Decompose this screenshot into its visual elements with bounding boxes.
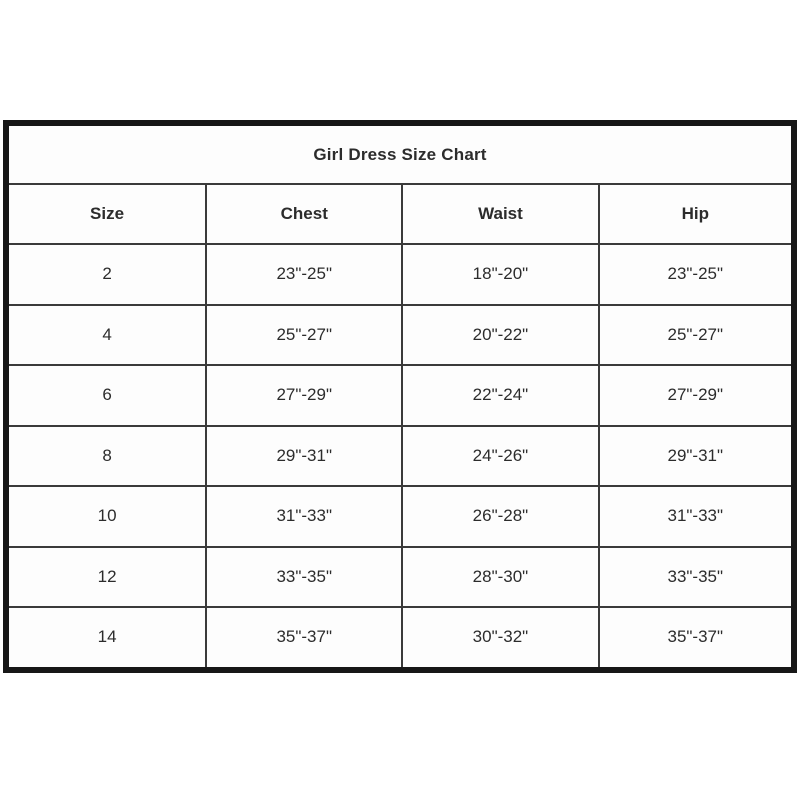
column-header-chest: Chest [206, 184, 402, 244]
table-row-size-2 [6, 244, 794, 305]
cell-hip: 23"-25" [599, 244, 794, 305]
cell-chest: 31"-33" [206, 486, 402, 547]
cell-hip: 25"-27" [599, 305, 794, 366]
table-row-size-10 [6, 486, 794, 547]
cell-waist: 28"-30" [402, 547, 598, 608]
cell-waist: 18"-20" [402, 244, 598, 305]
cell-hip: 31"-33" [599, 486, 794, 547]
cell-size: 8 [6, 426, 206, 487]
column-header-hip: Hip [599, 184, 794, 244]
chart-title: Girl Dress Size Chart [6, 123, 794, 184]
table-row-size-12 [6, 547, 794, 608]
cell-hip: 29"-31" [599, 426, 794, 487]
cell-chest: 35"-37" [206, 607, 402, 670]
cell-chest: 33"-35" [206, 547, 402, 608]
cell-size: 10 [6, 486, 206, 547]
column-header-size: Size [6, 184, 206, 244]
cell-hip: 33"-35" [599, 547, 794, 608]
cell-chest: 25"-27" [206, 305, 402, 366]
table-row-size-6 [6, 365, 794, 426]
cell-hip: 35"-37" [599, 607, 794, 670]
table-row-size-14 [6, 607, 794, 670]
column-header-waist: Waist [402, 184, 598, 244]
cell-waist: 22"-24" [402, 365, 598, 426]
cell-chest: 29"-31" [206, 426, 402, 487]
table-row-size-8 [6, 426, 794, 487]
cell-waist: 26"-28" [402, 486, 598, 547]
cell-waist: 30"-32" [402, 607, 598, 670]
size-chart-container [3, 120, 797, 673]
cell-size: 14 [6, 607, 206, 670]
cell-chest: 23"-25" [206, 244, 402, 305]
header-row [6, 184, 794, 244]
cell-chest: 27"-29" [206, 365, 402, 426]
size-chart-table [3, 120, 797, 673]
cell-size: 6 [6, 365, 206, 426]
cell-size: 12 [6, 547, 206, 608]
cell-size: 4 [6, 305, 206, 366]
title-row [6, 123, 794, 184]
cell-hip: 27"-29" [599, 365, 794, 426]
cell-size: 2 [6, 244, 206, 305]
cell-waist: 24"-26" [402, 426, 598, 487]
table-row-size-4 [6, 305, 794, 366]
cell-waist: 20"-22" [402, 305, 598, 366]
